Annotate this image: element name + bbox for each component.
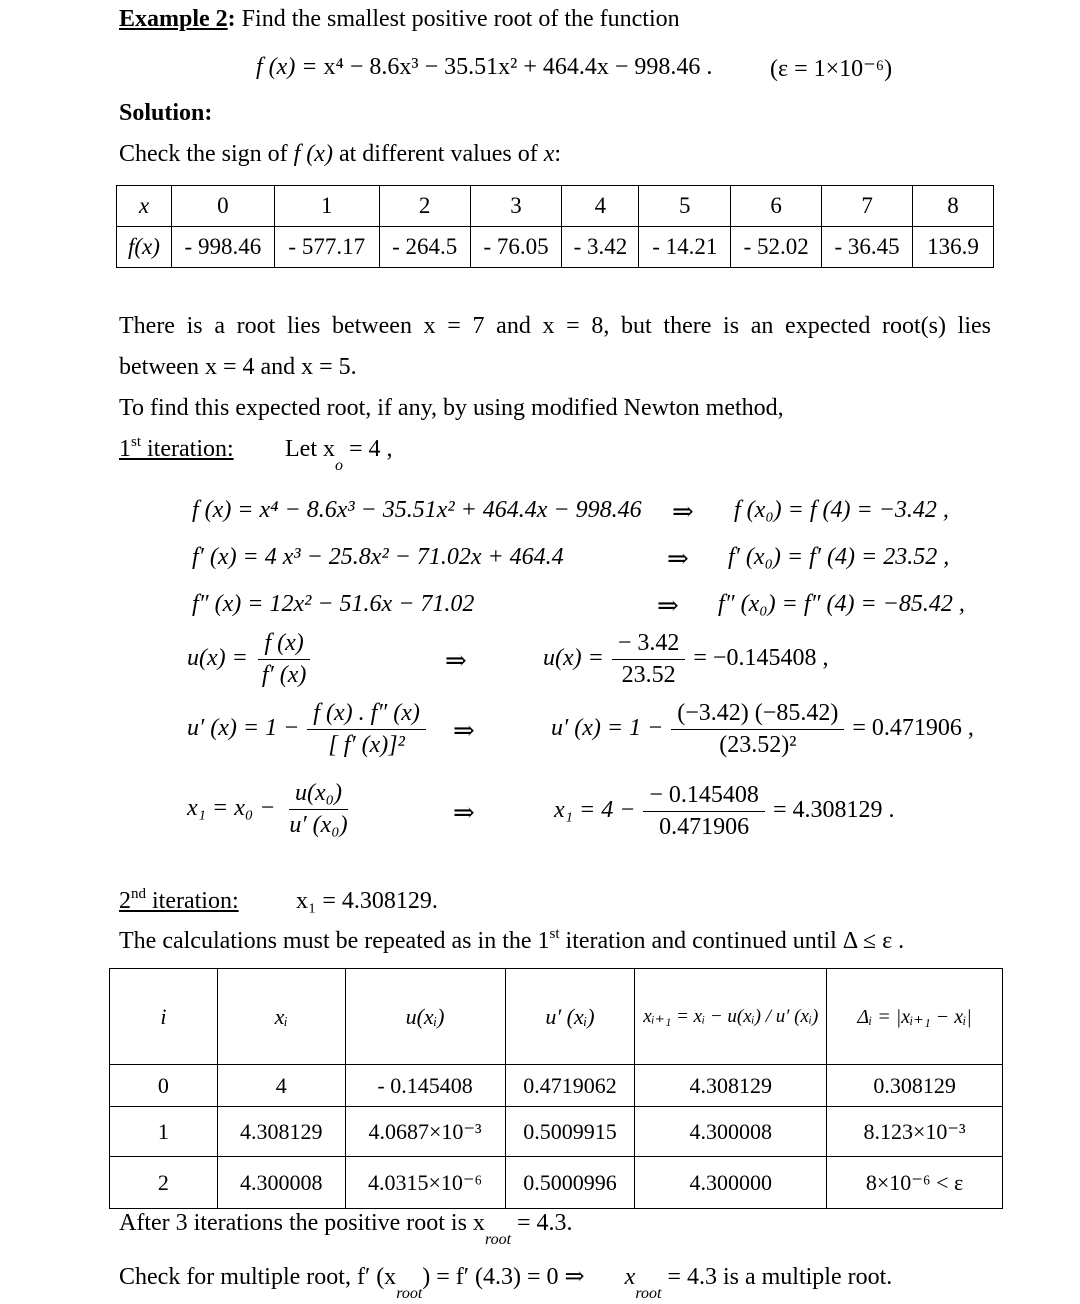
function-definition — [256, 54, 712, 81]
iteration-1-num: 1 — [119, 436, 131, 462]
table-cell: 0.308129 — [827, 1065, 1003, 1107]
sign-table-fx-cell: - 76.05 — [470, 227, 562, 268]
results-header-row — [110, 969, 1003, 1065]
header-i: i — [110, 969, 218, 1065]
analysis-line-2: between x = 4 and x = 5. — [119, 354, 357, 380]
check-sign-end: : — [554, 141, 562, 167]
table-cell: 4.300008 — [217, 1157, 345, 1209]
arrow-icon: ⇒ — [667, 544, 689, 573]
table-cell: 4 — [217, 1065, 345, 1107]
check-sign-fx: f (x) — [293, 141, 333, 167]
uprime-val-den: (23.52)² — [719, 732, 797, 758]
sign-table-fx-cell: - 264.5 — [379, 227, 470, 268]
table-cell: 4.308129 — [635, 1065, 827, 1107]
check-sign-prefix: Check the sign of — [119, 141, 294, 167]
sign-table-x-cell: 2 — [379, 186, 470, 227]
let-val: = 4 , — [342, 436, 393, 462]
sign-table-fx-cell: - 52.02 — [731, 227, 822, 268]
example-colon: : — [227, 6, 236, 32]
table-cell: 0.5000996 — [505, 1157, 635, 1209]
u-definition — [187, 630, 314, 689]
table-cell: 8.123×10⁻³ — [827, 1107, 1003, 1157]
check-sign-x: x — [543, 141, 555, 167]
header-next-x: xᵢ₊₁ = xᵢ − u(xᵢ) / u′ (xᵢ) — [635, 969, 827, 1065]
x1-val-num: − 0.145408 — [643, 782, 765, 812]
u-fraction — [256, 630, 313, 689]
u-num: f (x) — [258, 630, 309, 660]
example-label: Example 2 — [119, 6, 228, 32]
conclusion-line-1 — [119, 1210, 573, 1248]
sign-table-fx-header: f(x) — [117, 227, 172, 268]
repeat-b: iteration and continued until Δ ≤ ε . — [559, 928, 905, 954]
sign-table-fx-cell: - 36.45 — [822, 227, 913, 268]
u-den: f′ (x) — [261, 662, 307, 688]
x1-val-result: = 4.308129 . — [772, 797, 895, 824]
x1-val-lhs: x₁ = 4 − — [554, 797, 636, 824]
uprime-val-lhs: u′ (x) = 1 − — [551, 715, 664, 742]
iteration-2-value: x₁ = 4.308129. — [296, 888, 438, 914]
x1-definition — [187, 780, 356, 839]
table-cell: 2 — [110, 1157, 218, 1209]
fdoubleprime-definition: f″ (x) = 12x² − 51.6x − 71.02 — [192, 591, 475, 617]
conclusion-2-sub2: root — [635, 1285, 662, 1302]
sign-table — [116, 185, 994, 268]
table-cell: 4.308129 — [217, 1107, 345, 1157]
sign-table-x-cell: 3 — [470, 186, 562, 227]
fprime-definition: f′ (x) = 4 x³ − 25.8x² − 71.02x + 464.4 — [192, 544, 564, 570]
conclusion-2-sub: root — [396, 1285, 423, 1302]
iteration-1-text: iteration: — [141, 436, 234, 462]
function-lhs: f (x) = — [256, 54, 324, 80]
conclusion-2-end: = 4.3 is a multiple root. — [661, 1264, 893, 1290]
u-val-den: 23.52 — [621, 662, 676, 688]
iteration-1-label — [119, 436, 234, 463]
repeat-instruction — [119, 928, 904, 955]
sign-table-x-header: x — [117, 186, 172, 227]
check-sign-line — [119, 141, 561, 168]
table-cell: 8×10⁻⁶ < ε — [827, 1157, 1003, 1209]
header-uxi: u(xᵢ) — [345, 969, 505, 1065]
tolerance: (ε = 1×10⁻⁶) — [770, 56, 893, 82]
header-upxi: u′ (xᵢ) — [505, 969, 635, 1065]
sign-table-x-cell: 4 — [562, 186, 639, 227]
analysis-line-3: To find this expected root, if any, by using modified Newton method, — [119, 395, 784, 421]
iteration-1-sup: st — [131, 434, 142, 450]
example-statement — [119, 6, 680, 33]
uprime-den: [ f′ (x)]² — [328, 732, 405, 758]
uprime-num: f (x) . f″ (x) — [307, 700, 426, 730]
solution-heading: Solution: — [119, 100, 213, 126]
f-value: f (x₀) = f (4) = −3.42 , — [734, 497, 949, 523]
let-text: Let x — [285, 436, 335, 462]
function-rhs: x⁴ − 8.6x³ − 35.51x² + 464.4x − 998.46 . — [323, 54, 713, 80]
sign-table-fx-cell: - 14.21 — [639, 227, 731, 268]
iteration-2-text: iteration: — [146, 888, 239, 914]
conclusion-2-mid: ) = f′ (4.3) = 0 ⇒ — [422, 1264, 585, 1290]
header-xi: xᵢ — [217, 969, 345, 1065]
conclusion-1-text: After 3 iterations the positive root is x — [119, 1210, 485, 1236]
conclusion-1-sub: root — [484, 1231, 512, 1248]
check-sign-mid: at different values of — [332, 141, 544, 167]
conclusion-1-end: = 4.3. — [511, 1210, 573, 1236]
arrow-icon: ⇒ — [453, 716, 475, 745]
header-delta: Δᵢ = |xᵢ₊₁ − xᵢ| — [827, 969, 1003, 1065]
arrow-icon: ⇒ — [453, 798, 475, 827]
u-val-result: = −0.145408 , — [693, 645, 829, 672]
sign-table-fx-cell: - 998.46 — [171, 227, 274, 268]
sign-table-x-row — [117, 186, 994, 227]
x1-fraction — [283, 780, 353, 839]
x1-num: u(x₀) — [289, 780, 348, 810]
uprime-val-num: (−3.42) (−85.42) — [671, 700, 844, 730]
table-cell: - 0.145408 — [345, 1065, 505, 1107]
u-val-num: − 3.42 — [612, 630, 686, 660]
table-cell: 0 — [110, 1065, 218, 1107]
fdoubleprime-value: f″ (x₀) = f″ (4) = −85.42 , — [718, 591, 965, 617]
uprime-fraction — [307, 700, 426, 759]
arrow-icon: ⇒ — [672, 497, 694, 526]
uprime-val-fraction — [671, 700, 844, 759]
x1-lhs: x₁ = x₀ − — [187, 795, 276, 822]
table-cell: 4.0687×10⁻³ — [345, 1107, 505, 1157]
sign-table-x-cell: 0 — [171, 186, 274, 227]
conclusion-line-2 — [119, 1262, 893, 1302]
conclusion-2-x: x — [624, 1264, 636, 1290]
table-row — [110, 1065, 1003, 1107]
uprime-value — [551, 700, 974, 759]
sign-table-fx-row — [117, 227, 994, 268]
repeat-sup: st — [549, 926, 560, 942]
table-cell: 4.300000 — [635, 1157, 827, 1209]
x1-value — [554, 782, 894, 841]
x1-val-fraction — [643, 782, 765, 841]
u-value — [543, 630, 828, 689]
analysis-line-1: There is a root lies between x = 7 and x = 8, but there is an expected root(s) lies — [119, 313, 991, 339]
uprime-val-result: = 0.471906 , — [852, 715, 974, 742]
table-row — [110, 1107, 1003, 1157]
sign-table-x-cell: 6 — [731, 186, 822, 227]
table-cell: 1 — [110, 1107, 218, 1157]
table-cell: 0.4719062 — [505, 1065, 635, 1107]
table-cell: 4.300008 — [635, 1107, 827, 1157]
sign-table-fx-cell: - 577.17 — [274, 227, 379, 268]
u-val-lhs: u(x) = — [543, 645, 604, 672]
fprime-value: f′ (x₀) = f′ (4) = 23.52 , — [728, 544, 950, 570]
u-lhs: u(x) = — [187, 645, 248, 672]
iteration-2-sup: nd — [131, 886, 146, 902]
table-cell: 4.0315×10⁻⁶ — [345, 1157, 505, 1209]
sign-table-x-cell: 8 — [913, 186, 994, 227]
arrow-icon: ⇒ — [657, 591, 679, 620]
iteration-1-initial — [285, 436, 393, 474]
u-val-fraction — [612, 630, 686, 689]
example-text: Find the smallest positive root of the function — [241, 6, 680, 32]
sign-table-x-cell: 5 — [639, 186, 731, 227]
sign-table-fx-cell: 136.9 — [913, 227, 994, 268]
arrow-icon: ⇒ — [445, 646, 467, 675]
conclusion-2-text: Check for multiple root, f′ (x — [119, 1264, 397, 1290]
let-sub: o — [334, 457, 343, 474]
uprime-lhs: u′ (x) = 1 − — [187, 715, 300, 742]
table-row — [110, 1157, 1003, 1209]
repeat-a: The calculations must be repeated as in the 1 — [119, 928, 550, 954]
sign-table-x-cell: 1 — [274, 186, 379, 227]
results-table — [109, 968, 1003, 1209]
x1-val-den: 0.471906 — [659, 814, 750, 840]
sign-table-fx-cell: - 3.42 — [562, 227, 639, 268]
iteration-2-num: 2 — [119, 888, 131, 914]
table-cell: 0.5009915 — [505, 1107, 635, 1157]
sign-table-x-cell: 7 — [822, 186, 913, 227]
iteration-2-label — [119, 888, 239, 915]
x1-den: u′ (x₀) — [289, 812, 348, 838]
f-definition: f (x) = x⁴ − 8.6x³ − 35.51x² + 464.4x − 998.46 — [192, 497, 642, 523]
uprime-definition — [187, 700, 428, 759]
